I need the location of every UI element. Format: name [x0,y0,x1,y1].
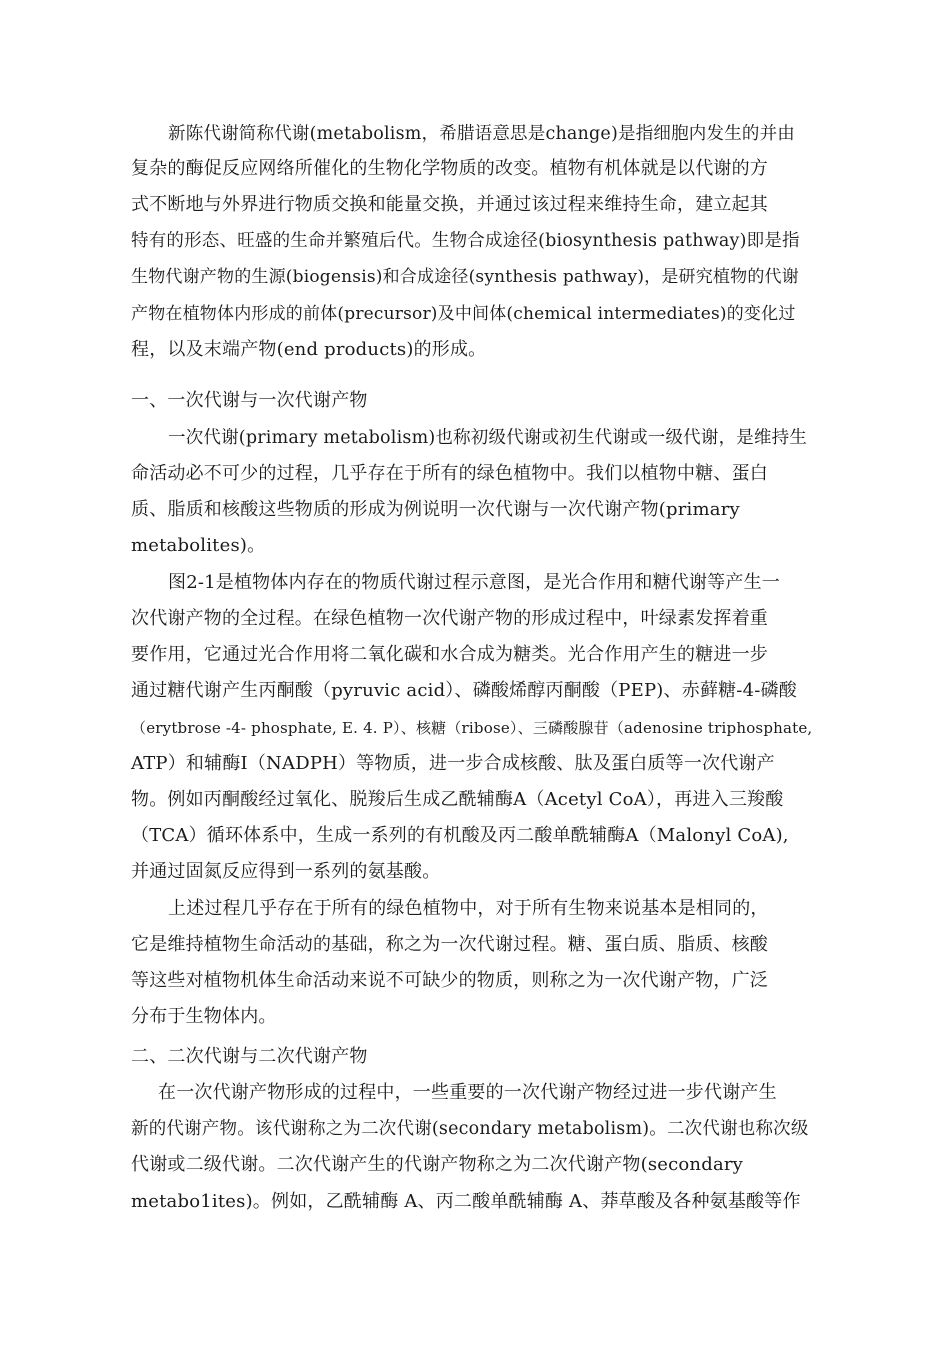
text-line: 一次代谢(primary metabolism)也称初级代谢或初生代谢或一级代谢，是维持生 [168,428,808,448]
text-line: 物。例如丙酮酸经过氧化、脱羧后生成乙酰辅酶A（Acetyl CoA），再进入三羧酸 [131,789,784,810]
text-line: 新陈代谢简称代谢(metabolism，希腊语意思是change)是指细胞内发生的并由 [168,124,796,144]
text-line: （erytbrose -4- phosphate, E. 4. P）、核糖（ribose）、三磷酸腺苷（adenosine triphosphate, [131,719,813,737]
section-heading: 一、一次代谢与一次代谢产物 [131,390,368,411]
text-line: metabo1ites)。例如，乙酰辅酶 A、丙二酸单酰辅酶 A、莽草酸及各种氨基酸等作 [131,1191,801,1212]
text-line: （TCA）循环体系中，生成一系列的有机酸及丙二酸单酰辅酶A（Malonyl CoA), [131,825,789,846]
text-line: 质、脂质和核酸这些物质的形成为例说明一次代谢与一次代谢产物(primary [131,499,740,520]
text-line: 分布于生物体内。 [131,1006,277,1027]
section-heading: 二、二次代谢与二次代谢产物 [131,1046,368,1067]
text-line: 图2-1是植物体内存在的物质代谢过程示意图，是光合作用和糖代谢等产生一 [168,572,780,593]
text-line: metabolites)。 [131,535,266,556]
text-line: 上述过程几乎存在于所有的绿色植物中，对于所有生物来说基本是相同的， [168,898,769,919]
text-line: 命活动必不可少的过程，几乎存在于所有的绿色植物中。我们以植物中糖、蛋白 [131,463,768,484]
text-line: ATP）和辅酶Ⅰ（NADPH）等物质，进一步合成核酸、肽及蛋白质等一次代谢产 [131,753,775,774]
text-line: 特有的形态、旺盛的生命并繁殖后代。生物合成途径(biosynthesis pathway)即是指 [131,231,800,251]
text-line: 复杂的酶促反应网络所催化的生物化学物质的改变。植物有机体就是以代谢的方 [131,158,768,179]
text-line: 要作用，它通过光合作用将二氧化碳和水合成为糖类。光合作用产生的糖进一步 [131,644,768,665]
text-line: 产物在植物体内形成的前体(precursor)及中间体(chemical intermediates)的变化过 [131,304,796,324]
text-line: 程，以及末端产物(end products)的形成。 [131,339,487,360]
text-line: 并通过固氮反应得到一系列的氨基酸。 [131,861,441,882]
text-line: 生物代谢产物的生源(biogensis)和合成途径(synthesis pathway)，是研究植物的代谢 [131,267,799,287]
text-line: 式不断地与外界进行物质交换和能量交换，并通过该过程来维持生命，建立起其 [131,194,768,215]
text-line: 代谢或二级代谢。二次代谢产生的代谢产物称之为二次代谢产物(secondary [131,1154,744,1175]
text-line: 次代谢产物的全过程。在绿色植物一次代谢产物的形成过程中，叶绿素发挥着重 [131,608,768,629]
text-line: 它是维持植物生命活动的基础，称之为一次代谢过程。糖、蛋白质、脂质、核酸 [131,934,768,955]
text-line: 通过糖代谢产生丙酮酸（pyruvic acid）、磷酸烯醇丙酮酸（PEP)、赤藓糖-4-磷酸 [131,680,797,701]
text-line: 等这些对植物机体生命活动来说不可缺少的物质，则称之为一次代谢产物，广泛 [131,970,768,991]
text-line: 新的代谢产物。该代谢称之为二次代谢(secondary metabolism)。二次代谢也称次级 [131,1119,809,1139]
text-line: 在一次代谢产物形成的过程中，一些重要的一次代谢产物经过进一步代谢产生 [158,1082,777,1103]
